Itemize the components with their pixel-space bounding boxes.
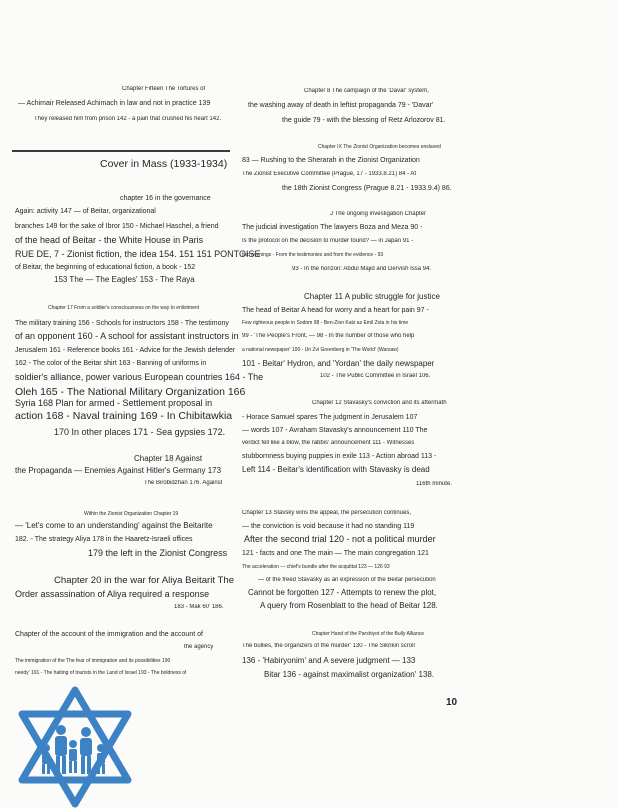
chapter-heading: J The ongoing investigation Chapter <box>330 211 426 217</box>
toc-line: 162 - The color of the Beitar shirt 163 - Banning of uniforms in <box>15 360 207 367</box>
toc-line: 170 In other places 171 - Sea gypsies 172. <box>54 427 226 437</box>
toc-line: Left 114 - Beitar's identification with Stavasky is dead <box>242 465 430 474</box>
toc-line: — of the freed Stavasky as an expression of the Beitar persecution <box>258 577 436 583</box>
toc-line: Oleh 165 - The National Military Organization 166 <box>15 386 246 398</box>
toc-line: The judicial investigation The lawyers Boza and Meza 90 - <box>242 224 423 231</box>
section-rule <box>12 150 230 152</box>
toc-line: Few righteous people in Sodom 98 - Ben-Zion Katz as Emil Zola in his time <box>242 320 409 326</box>
chapter-heading: Chapter 20 in the war for Aliya Beitarit The <box>54 575 235 586</box>
toc-line: 183 - Mak 60' 186. <box>174 604 224 610</box>
chapter-heading: Chapter of the account of the immigration and the account of <box>15 631 203 638</box>
toc-line: two evenings - From the testimonies and from the evidence - 93 <box>242 252 384 258</box>
chapter-heading: Chapter 11 A public struggle for justice <box>304 292 440 301</box>
toc-line: 153 The — The Eagles' 153 - The Raya <box>54 275 195 284</box>
toc-line: stubbornness buying puppies in exile 113 - Action abroad 113 - <box>242 453 437 460</box>
toc-line: Bitar 136 - against maximalist organization' 138. <box>264 670 435 679</box>
toc-line: 101 - Beitar' Hydron, and 'Yordan' the daily newspaper <box>242 359 435 368</box>
toc-line: of Beitar, the beginning of educational fiction, a book - 152 <box>15 264 196 271</box>
chapter-heading: Chapter IX The Zionist Organization becomes enslaved <box>318 144 441 150</box>
toc-line: the washing away of death in leftist propaganda 79 - 'Davar' <box>248 102 434 109</box>
chapter-heading: Chapter Hand of the Parshiyot of the Bully Alliance <box>312 631 425 637</box>
toc-line: The head of Beitar A head for worry and a heart for pain 97 - <box>242 307 429 314</box>
toc-line: After the second trial 120 - not a political murder <box>244 534 436 544</box>
toc-line: needy' 191 - The halting of tourists in the Land of Israel 193 - The boldness of <box>15 670 187 676</box>
toc-line: 179 the left in the Zionist Congress <box>88 548 228 558</box>
toc-line: The immigration of the The fear of immigration and its possibilities 190 <box>15 658 171 664</box>
toc-line: 102 - The Public Committee in Israel 106. <box>320 373 431 379</box>
toc-line: - Horace Samuel spares The judgment in Jerusalem 107 <box>242 414 418 421</box>
chapter-heading: Chapter 13 Stavsky wins the appeal, the persecution continues, <box>242 510 412 516</box>
toc-line: Cannot be forgotten 127 - Attempts to renew the plot, <box>248 588 437 597</box>
toc-line: a national newspaper' 100 - Uri Zvi Greenberg in 'The World' (Warsaw) <box>242 347 399 353</box>
toc-line: — the conviction is void because it had no standing 119 <box>242 523 415 530</box>
chapter-heading: Chapter 12 Stavasky's conviction and its aftermath <box>312 400 447 406</box>
toc-line: 121 - facts and one The main — The main congregation 121 <box>242 550 429 557</box>
toc-line: 182. - The strategy Aliya 178 in the Haaretz-Israeli offices <box>15 536 193 543</box>
toc-line: Again: activity 147 — of Beitar, organizational <box>15 208 156 215</box>
toc-line: A query from Rosenblatt to the head of Beitar 128. <box>260 601 438 610</box>
toc-line: The Birobidzhan 176. Against <box>144 480 223 486</box>
chapter-heading: Within the Zionist Organization Chapter 19 <box>84 511 179 517</box>
toc-line: The bullies, the organizers of the murder' 130 - The Sikrikin scroll <box>242 643 415 649</box>
chapter-heading: Chapter 17 From a soldier's consciousness on the way to enlistment <box>48 305 200 311</box>
toc-line: Syria 168 Plan for armed - Settlement proposal in <box>15 398 213 408</box>
toc-line: soldier's alliance, power various European countries 164 - The <box>15 372 264 382</box>
toc-line: the Propaganda — Enemies Against Hitler's Germany 173 <box>15 466 222 475</box>
toc-line: 116th minute. <box>416 481 452 487</box>
toc-line: Order assassination of Aliya required a response <box>15 589 210 599</box>
toc-line: The military training 156 - Schools for instructors 158 - The testimony <box>15 320 229 327</box>
toc-line: The acceleration — chief's bundle after the acquittal 123 — 126 93 <box>242 564 390 570</box>
chapter-heading: chapter 16 in the governance <box>120 195 211 202</box>
chapter-heading: Chapter Fifteen The Tortures of <box>122 86 206 92</box>
toc-line: They released him from prison 142 - a pain that crushed his heart 142. <box>34 116 222 122</box>
toc-line: Is the protocol on the decision to murder found? — in Japan 91 - <box>242 238 414 244</box>
toc-line: verdict fell like a blow, the rabbis' announcement 111 - Witnesses <box>242 440 415 446</box>
chapter-heading: Chapter 8 The campaign of the 'Davar' system, <box>304 88 429 94</box>
toc-line: branches 149 for the sake of Ibror 150 - Michael Haschel, a friend <box>15 223 219 230</box>
section-title: Cover in Mass (1933-1934) <box>100 158 228 170</box>
toc-line: — words 107 - Avraham Stavasky's announcement 110 The <box>242 427 428 434</box>
page-number: 10 <box>446 697 458 708</box>
toc-line: action 168 - Naval training 169 - In Chibitawkia <box>15 410 233 422</box>
chapter-heading: Chapter 18 Against <box>134 454 203 463</box>
star-of-david-logo <box>0 686 150 808</box>
toc-line: 136 - 'Habiryonim' and A severe judgment — 133 <box>242 656 416 665</box>
toc-line: the guide 79 - with the blessing of Retz Arlozorov 81. <box>282 117 446 124</box>
toc-line: of the head of Beitar - the White House in Paris <box>15 235 204 245</box>
toc-line: 99 - 'The People's Front, — 98 - In the number of those who help <box>242 333 415 339</box>
toc-line: 83 — Rushing to the Sherarah in the Zionist Organization <box>242 157 420 164</box>
toc-line: the agency <box>184 644 214 650</box>
toc-line: RUE DE, 7 - Zionist fiction, the idea 154. 151 151 PONTOISE <box>15 249 261 259</box>
toc-line: the 18th Zionist Congress (Prague 8.21 - 1933.9.4) 86. <box>282 185 452 192</box>
toc-line: 93 - In the horizon: Abdul Majid and Dervish Issa 94. <box>292 266 432 272</box>
toc-line: — Achimair Released Achimach in law and not in practice 139 <box>18 100 211 107</box>
toc-line: — 'Let's come to an understanding' against the Beitarite <box>15 521 213 530</box>
toc-line: of an opponent 160 - A school for assistant instructors in <box>15 331 239 341</box>
toc-line: Jerusalem 161 - Reference books 161 - Advice for the Jewish defender <box>15 347 236 354</box>
toc-line: The Zionist Executive Committee (Prague, 17 - 1933.8.21) 84 - At <box>242 171 417 177</box>
